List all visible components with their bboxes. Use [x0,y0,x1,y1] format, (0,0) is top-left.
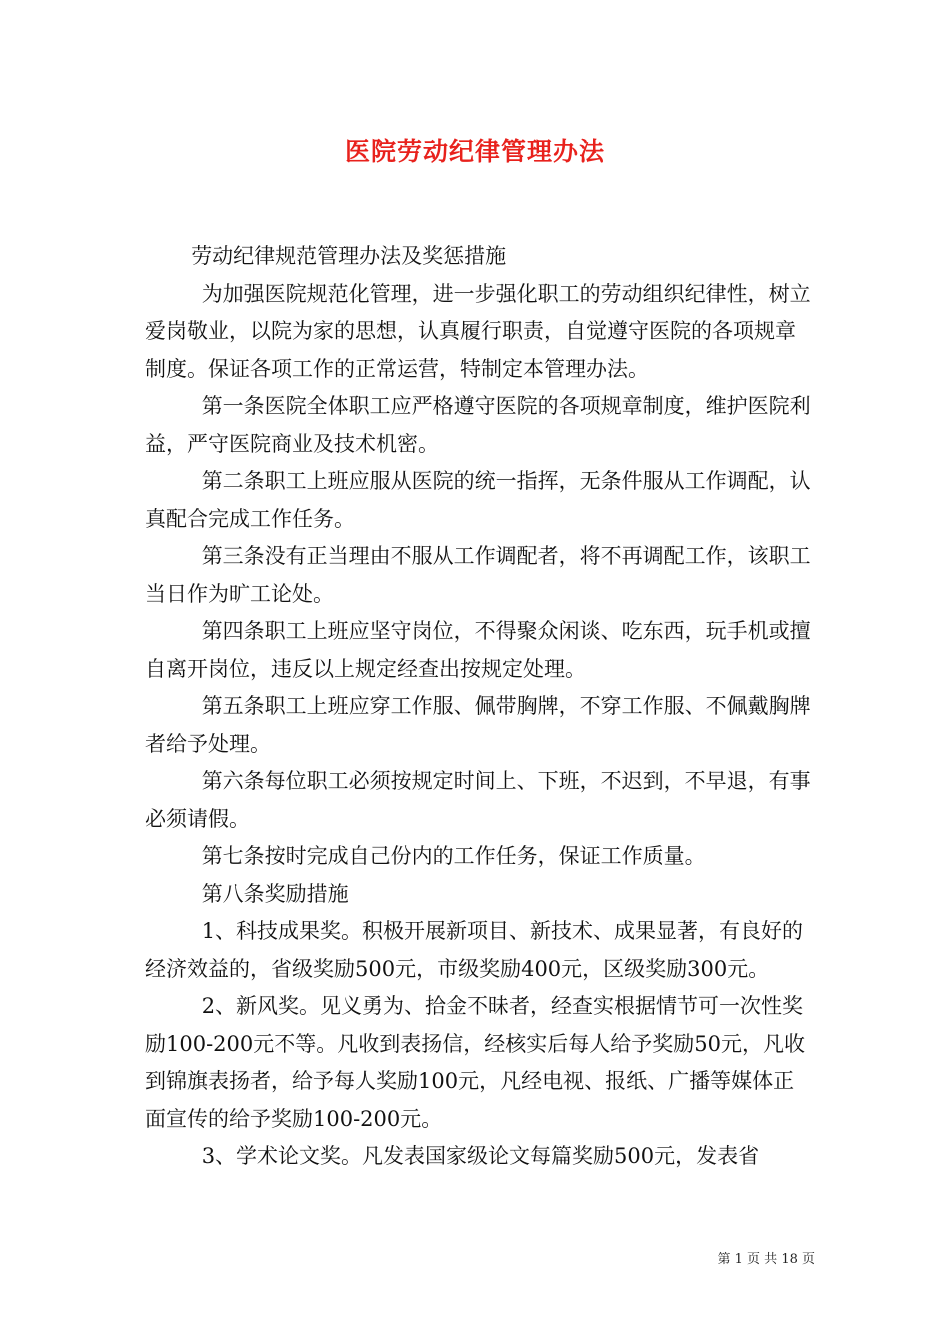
paragraph-article-1: 第一条医院全体职工应严格遵守医院的各项规章制度，维护医院利益，严守医院商业及技术机密。 [145,394,811,456]
paragraph-article-4: 第四条职工上班应坚守岗位，不得聚众闲谈、吃东西，玩手机或擅自离开岗位，违反以上规定经查出按规定处理。 [145,619,811,681]
document-subtitle: 劳动纪律规范管理办法及奖惩措施 [191,244,507,268]
paragraph-article-2: 第二条职工上班应服从医院的统一指挥，无条件服从工作调配，认真配合完成工作任务。 [145,469,811,531]
document-body [145,238,815,1176]
document-title: 医院劳动纪律管理办法 [344,137,605,166]
paragraph-article-5: 第五条职工上班应穿工作服、佩带胸牌，不穿工作服、不佩戴胸牌者给予处理。 [145,694,811,756]
paragraph-article-6: 第六条每位职工必须按规定时间上、下班，不迟到，不早退，有事必须请假。 [145,769,811,831]
paragraph-article-7: 第七条按时完成自己份内的工作任务，保证工作质量。 [201,844,706,868]
page-number: 第 1 页 共 18 页 [717,1252,815,1267]
paragraph-article-3: 第三条没有正当理由不服从工作调配者，将不再调配工作，该职工当日作为旷工论处。 [145,544,811,606]
paragraph-reward-3: 3、学术论文奖。凡发表国家级论文每篇奖励500元，发表省 [201,1144,760,1168]
paragraph-article-8: 第八条奖励措施 [201,881,349,906]
paragraph-reward-2: 2、新风奖。见义勇为、拾金不昧者，经查实根据情节可一次性奖励100-200元不等。凡收到表扬信，经核实后每人给予奖励50元，凡收到锦旗表扬者，给予每人奖励100元，凡经电视、报纸、广播等媒体正面宣传的给予奖励100-200元。 [145,994,805,1131]
paragraph-reward-1: 1、科技成果奖。积极开展新项目、新技术、成果显著，有良好的经济效益的，省级奖励500元，市级奖励400元，区级奖励300元。 [145,919,804,981]
paragraph-intro: 为加强医院规范化管理，进一步强化职工的劳动组织纪律性，树立爱岗敬业，以院为家的思想，认真履行职责，自觉遵守医院的各项规章制度。保证各项工作的正常运营，特制定本管理办法。 [145,281,811,381]
